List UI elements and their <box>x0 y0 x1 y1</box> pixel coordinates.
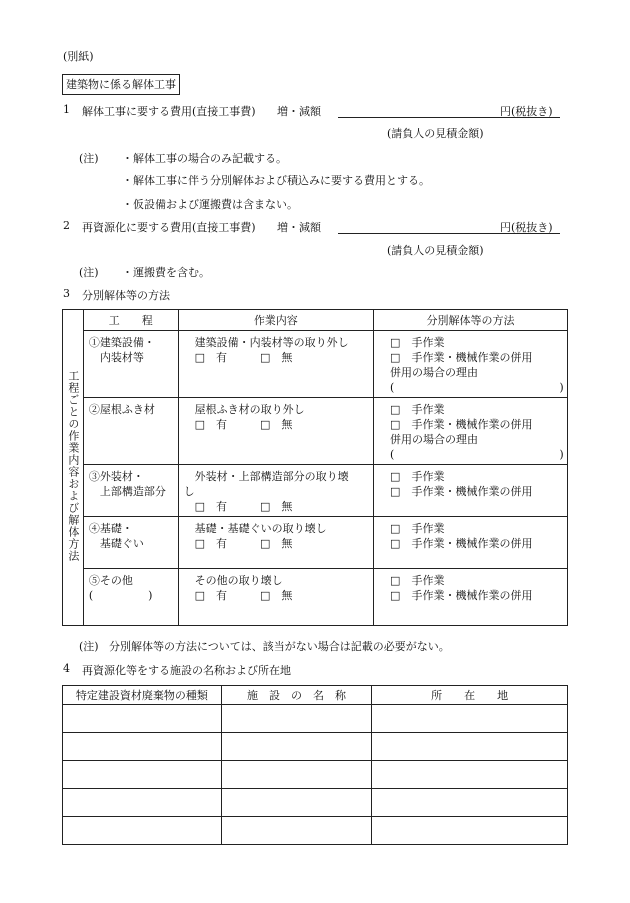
method-reason-label: 併用の場合の理由 <box>390 366 479 379</box>
method-cell <box>374 398 568 465</box>
work-checkbox-line[interactable]: □ 有 □ 無 <box>194 418 293 431</box>
section2-estimate-note: (請負人の見積金額) <box>387 244 484 257</box>
table-row <box>63 517 568 569</box>
method-checkbox-manual[interactable]: □ 手作業 <box>390 470 445 483</box>
section2-number: 2 <box>63 219 70 232</box>
table-row <box>63 569 568 626</box>
table-row <box>63 817 568 845</box>
location-cell[interactable] <box>372 789 568 817</box>
method-reason-field[interactable]: ( ) <box>390 381 564 394</box>
waste-type-cell[interactable] <box>63 817 222 845</box>
section1-change: 増・減額 <box>277 105 321 118</box>
table-row <box>63 465 568 517</box>
header-process: 工 程 <box>83 310 178 331</box>
work-checkbox-line[interactable]: □ 有 □ 無 <box>194 351 293 364</box>
method-cell <box>374 569 568 626</box>
facility-table <box>62 685 568 845</box>
process-line: 上部構造部分 <box>88 485 166 498</box>
work-cell <box>178 465 373 517</box>
facility-name-cell[interactable] <box>221 733 372 761</box>
process-cell <box>83 465 178 517</box>
work-line: し <box>183 485 195 498</box>
location-cell[interactable] <box>372 733 568 761</box>
facility-name-cell[interactable] <box>221 817 372 845</box>
section3-title: 分別解体等の方法 <box>82 289 170 302</box>
work-checkbox-line[interactable]: □ 有 □ 無 <box>194 500 293 513</box>
table-row <box>63 761 568 789</box>
table-row <box>63 733 568 761</box>
method-checkbox-manual[interactable]: □ 手作業 <box>390 522 445 535</box>
waste-type-cell[interactable] <box>63 733 222 761</box>
notes2-item: ・運搬費を含む。 <box>122 266 210 279</box>
section1-estimate-note: (請負人の見積金額) <box>387 127 484 140</box>
header-method: 分別解体等の方法 <box>374 310 568 331</box>
process-line: 内装材等 <box>88 351 144 364</box>
section1-label: 解体工事に要する費用(直接工事費) <box>82 105 256 118</box>
notes1-item-3: ・仮設備および運搬費は含まない。 <box>122 198 298 211</box>
section1-number: 1 <box>63 103 70 116</box>
side-label-cell <box>63 310 84 626</box>
location-cell[interactable] <box>372 761 568 789</box>
waste-type-cell[interactable] <box>63 705 222 733</box>
work-line: 基礎・基礎ぐいの取り壊し <box>194 522 327 535</box>
section4-title: 再資源化等をする施設の名称および所在地 <box>82 664 291 677</box>
section3-number: 3 <box>63 287 70 300</box>
process-line: ②屋根ふき材 <box>88 403 155 416</box>
facility-name-cell[interactable] <box>221 789 372 817</box>
section2-unit: 円(税抜き) <box>500 221 553 234</box>
work-cell <box>178 569 373 626</box>
method-reason-label: 併用の場合の理由 <box>390 433 479 446</box>
method-checkbox-combined[interactable]: □ 手作業・機械作業の併用 <box>390 485 533 498</box>
section3-note-label: (注) <box>79 640 99 653</box>
process-line: ③外装材・ <box>88 470 144 483</box>
work-line: 外装材・上部構造部分の取り壊 <box>194 470 349 483</box>
work-cell <box>178 398 373 465</box>
method-checkbox-manual[interactable]: □ 手作業 <box>390 574 445 587</box>
location-cell[interactable] <box>372 817 568 845</box>
notes1-label: (注) <box>79 152 99 165</box>
process-cell <box>83 517 178 569</box>
method-cell <box>374 517 568 569</box>
method-reason-field[interactable]: ( ) <box>390 448 564 461</box>
work-line: その他の取り壊し <box>194 574 283 587</box>
waste-type-cell[interactable] <box>63 789 222 817</box>
location-cell[interactable] <box>372 705 568 733</box>
notes1-item-1: ・解体工事の場合のみ記載する。 <box>122 152 287 165</box>
process-line: 基礎ぐい <box>88 537 144 550</box>
method-checkbox-combined[interactable]: □ 手作業・機械作業の併用 <box>390 351 533 364</box>
notes2-label: (注) <box>79 266 99 279</box>
process-line: ①建築設備・ <box>88 336 155 349</box>
notes1-item-2: ・解体工事に伴う分別解体および積込みに要する費用とする。 <box>122 174 430 187</box>
method-cell <box>374 465 568 517</box>
method-checkbox-combined[interactable]: □ 手作業・機械作業の併用 <box>390 589 533 602</box>
section4-number: 4 <box>63 662 70 675</box>
work-line: 建築設備・内装材等の取り外し <box>194 336 349 349</box>
process-cell <box>83 331 178 398</box>
process-line: ④基礎・ <box>88 522 133 535</box>
header-location: 所 在 地 <box>372 686 568 705</box>
attachment-label: (別紙) <box>63 50 94 63</box>
header-waste-type: 特定建設資材廃棄物の種類 <box>63 686 222 705</box>
header-facility-name: 施 設 の 名 称 <box>221 686 372 705</box>
table-row <box>63 705 568 733</box>
work-checkbox-line[interactable]: □ 有 □ 無 <box>194 589 293 602</box>
method-checkbox-manual[interactable]: □ 手作業 <box>390 403 445 416</box>
method-checkbox-manual[interactable]: □ 手作業 <box>390 336 445 349</box>
process-cell <box>83 569 178 626</box>
work-cell <box>178 331 373 398</box>
table-row <box>63 398 568 465</box>
work-cell <box>178 517 373 569</box>
section2-label: 再資源化に要する費用(直接工事費) <box>82 221 256 234</box>
table-row <box>63 789 568 817</box>
work-line: 屋根ふき材の取り外し <box>194 403 305 416</box>
process-line: ⑤その他 <box>88 574 133 587</box>
method-table <box>62 309 568 626</box>
section1-unit: 円(税抜き) <box>500 105 553 118</box>
document-title: 建築物に係る解体工事 <box>62 74 180 95</box>
facility-name-cell[interactable] <box>221 761 372 789</box>
side-label: 工程ごとの作業内容および解体方法 <box>66 370 80 562</box>
waste-type-cell[interactable] <box>63 761 222 789</box>
facility-name-cell[interactable] <box>221 705 372 733</box>
section3-note: 分別解体等の方法については、該当がない場合は記載の必要がない。 <box>109 640 450 653</box>
process-other-field[interactable]: ( ) <box>88 589 153 602</box>
process-cell <box>83 398 178 465</box>
method-cell <box>374 331 568 398</box>
method-checkbox-combined[interactable]: □ 手作業・機械作業の併用 <box>390 418 533 431</box>
section2-change: 増・減額 <box>277 221 321 234</box>
header-work: 作業内容 <box>178 310 373 331</box>
table-row <box>63 331 568 398</box>
method-checkbox-combined[interactable]: □ 手作業・機械作業の併用 <box>390 537 533 550</box>
work-checkbox-line[interactable]: □ 有 □ 無 <box>194 537 293 550</box>
